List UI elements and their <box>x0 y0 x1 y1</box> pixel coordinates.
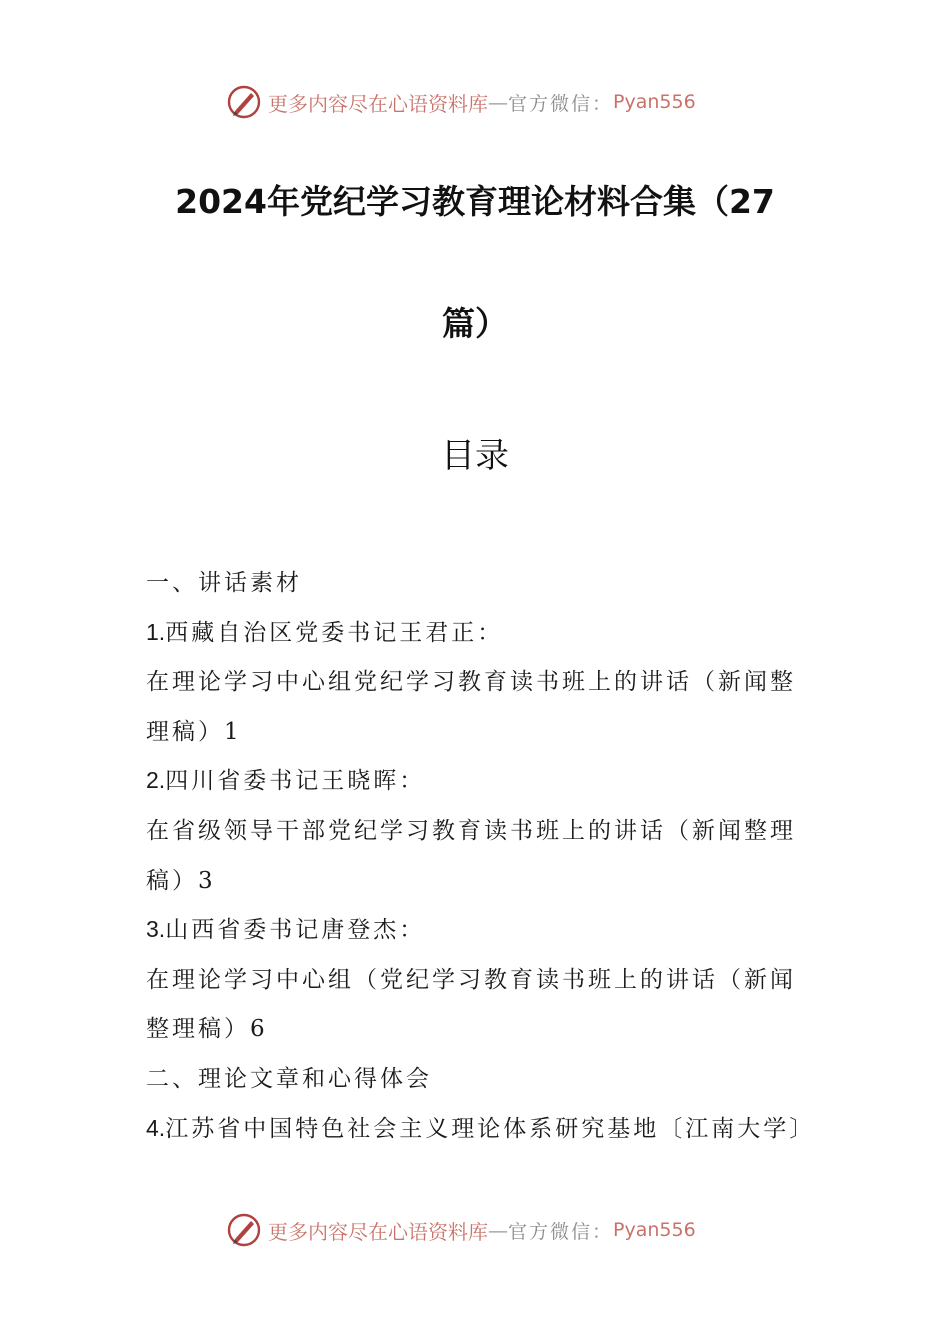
toc-line <box>146 810 826 860</box>
toc-number: 4. <box>146 1114 166 1141</box>
toc-line <box>146 661 826 711</box>
watermark-official-label: 官方微信： <box>508 92 614 115</box>
table-of-contents <box>146 562 826 1157</box>
toc-line <box>146 711 826 761</box>
toc-line <box>146 612 826 662</box>
toc-line <box>146 959 826 1009</box>
watermark-main-text: 更多内容尽在心语资料库 <box>268 1219 488 1244</box>
watermark-wechat-id: Pyan556 <box>613 1219 696 1241</box>
toc-text: 山西省委书记唐登杰： <box>165 917 426 944</box>
watermark-footer <box>226 1210 746 1250</box>
watermark-official-label: 官方微信： <box>508 1220 614 1243</box>
toc-line <box>146 1058 826 1108</box>
toc-line <box>146 1008 826 1058</box>
watermark-header <box>226 82 746 122</box>
toc-text: 四川省委书记王晓晖： <box>165 768 426 795</box>
toc-number: 2. <box>146 767 166 794</box>
pen-logo-icon <box>226 1212 262 1248</box>
toc-line <box>146 1108 826 1158</box>
watermark-dash: — <box>488 90 508 114</box>
toc-number: 1. <box>146 618 166 645</box>
toc-text: 在省级领导干部党纪学习教育读书班上的讲话（新闻整理 <box>146 817 796 844</box>
toc-text: 一、讲话素材 <box>146 570 302 596</box>
toc-line <box>146 909 826 959</box>
toc-line <box>146 562 826 612</box>
toc-text: 整理稿）6 <box>146 1016 268 1043</box>
toc-line <box>146 760 826 810</box>
toc-text: 西藏自治区党委书记王君正： <box>165 619 504 646</box>
toc-text: 稿）3 <box>146 867 216 894</box>
toc-text: 江苏省中国特色社会主义理论体系研究基地〔江南大学〕 <box>165 1115 816 1142</box>
toc-line <box>146 860 826 910</box>
toc-text: 理稿）1 <box>146 718 242 745</box>
watermark-main-text: 更多内容尽在心语资料库 <box>268 91 488 116</box>
pen-logo-icon <box>226 84 262 120</box>
watermark-wechat-id: Pyan556 <box>613 91 696 113</box>
document-title-line2: 篇） <box>442 304 508 343</box>
watermark-dash: — <box>488 1218 508 1242</box>
document-title-line1: 2024年党纪学习教育理论材料合集（27 <box>175 182 775 221</box>
toc-text: 二、理论文章和心得体会 <box>146 1065 432 1092</box>
toc-heading: 目录 <box>441 436 509 476</box>
toc-number: 3. <box>146 916 166 943</box>
toc-text: 在理论学习中心组（党纪学习教育读书班上的讲话（新闻 <box>146 966 796 993</box>
toc-text: 在理论学习中心组党纪学习教育读书班上的讲话（新闻整 <box>146 669 796 696</box>
